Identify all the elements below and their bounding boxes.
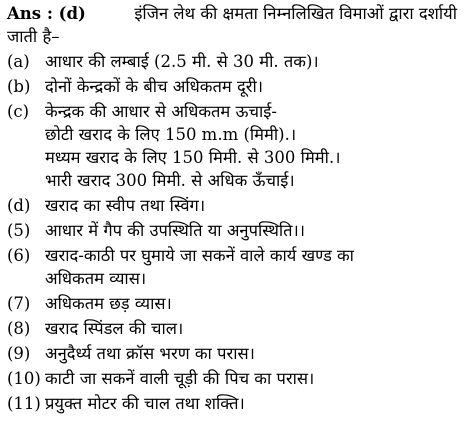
item-line: अधिकतम छड़ व्यास।	[45, 294, 172, 313]
item-line: अनुदैर्ध्य तथा क्रॉस भरण का परास।	[45, 344, 255, 363]
item-number: (5)	[7, 221, 31, 240]
item-number: (10)	[7, 369, 41, 388]
item-text	[45, 50, 463, 73]
item-text	[45, 342, 463, 365]
item-line: आधार की लम्बाई (2.5 मी. से 30 मी. तक)।	[45, 52, 319, 71]
item-text	[45, 392, 463, 415]
answer-first-line-text: इंजिन लेथ की क्षमता निम्नलिखित विमाओं द्वारा दर्शायी	[134, 4, 457, 23]
item-line: अधिकतम व्यास।	[45, 269, 147, 288]
item-line: खराद का स्वीप तथा स्विंग।	[45, 196, 206, 215]
item-line: खराद स्पिंडल की चाल।	[45, 319, 184, 338]
answer-prefix: Ans : (d)	[7, 4, 86, 23]
list-item	[7, 100, 463, 192]
item-line: भारी खराद 300 मिमी. से अधिक ऊँचाई।	[45, 171, 295, 190]
list-item	[7, 50, 463, 73]
item-line: केन्द्रक की आधार से अधिकतम ऊचाई-	[45, 102, 277, 121]
item-text	[45, 244, 463, 290]
item-number: (8)	[7, 319, 31, 338]
list-item	[7, 219, 463, 242]
item-line: खराद-काठी पर घुमाये जा सकनें वाले कार्य खण्ड का	[45, 246, 354, 265]
list-item	[7, 292, 463, 315]
item-text	[45, 317, 463, 340]
answer-second-line: जाती है–	[7, 27, 60, 46]
item-number: (b)	[7, 77, 31, 96]
list-item	[7, 244, 463, 290]
item-number: (a)	[7, 52, 30, 71]
item-text	[45, 194, 463, 217]
item-line: प्रयुक्त मोटर की चाल तथा शक्ति।	[45, 394, 245, 413]
item-line: मध्यम खराद के लिए 150 मिमी. से 300 मिमी.।	[45, 148, 341, 167]
item-line: काटी जा सकनें वाली चूड़ी की पिच का परास।	[45, 369, 315, 388]
item-text	[45, 219, 463, 242]
list-item	[7, 75, 463, 98]
item-number: (c)	[7, 102, 30, 121]
item-line: आधार में गैप की उपस्थिति या अनुपस्थिति।।	[45, 221, 306, 240]
item-number: (d)	[7, 196, 31, 215]
answer-block	[7, 2, 463, 415]
list-item	[7, 367, 463, 390]
item-line: छोटी खराद के लिए 150 m.m (मिमी).।	[45, 125, 297, 144]
item-number: (9)	[7, 344, 31, 363]
list-item	[7, 392, 463, 415]
list-item	[7, 194, 463, 217]
list-item	[7, 317, 463, 340]
answer-first-line	[7, 2, 457, 25]
item-number: (6)	[7, 246, 31, 265]
item-line: दोनों केन्द्रकों के बीच अधिकतम दूरी।	[45, 77, 264, 96]
item-number: (7)	[7, 294, 31, 313]
item-text	[45, 367, 463, 390]
item-text	[45, 100, 463, 192]
item-text	[45, 75, 463, 98]
item-text	[45, 292, 463, 315]
dimension-list	[7, 50, 463, 415]
list-item	[7, 342, 463, 365]
item-number: (11)	[7, 394, 41, 413]
answer-intro	[7, 2, 463, 48]
